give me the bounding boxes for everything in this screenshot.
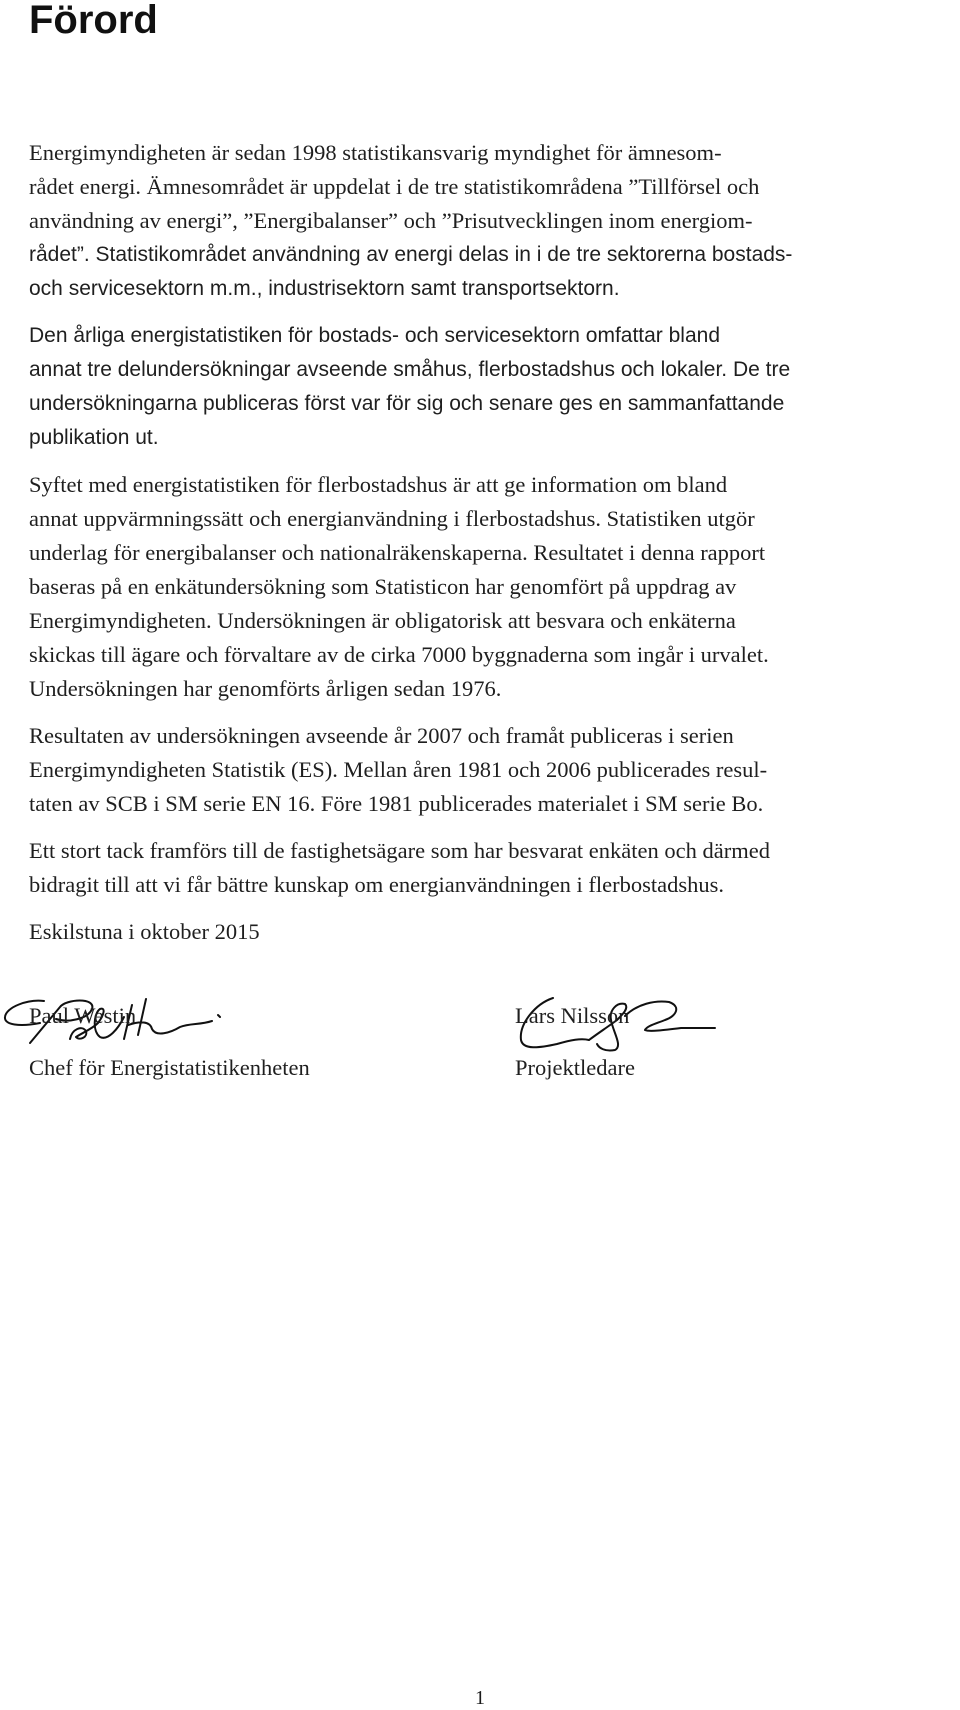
text-line: Resultaten av undersökningen avseende år 2007 och framåt publiceras i serien [29, 723, 734, 748]
signatory-left [29, 990, 449, 1094]
text-line: rådet energi. Ämnesområdet är uppdelat i de tre statistikområdena ”Tillförsel och [29, 174, 760, 199]
text-line: rådet”. Statistikområdet användning av energi delas in i de tre sektorerna bostads- [29, 243, 793, 266]
text-line: Den årliga energistatistiken för bostads- och servicesektorn omfattar bland [29, 324, 721, 347]
text-line: skickas till ägare och förvaltare av de cirka 7000 byggnaderna som ingår i urvalet. [29, 642, 769, 667]
text-line: Ett stort tack framförs till de fastighetsägare som har besvarat enkäten och därmed [29, 838, 770, 863]
text-line: undersökningarna publiceras först var för sig och senare ges en sammanfattande [29, 392, 785, 415]
page-number: 1 [475, 1687, 485, 1709]
text-line: Energimyndigheten Statistik (ES). Mellan åren 1981 och 2006 publicerades resul- [29, 757, 768, 782]
paragraph-thanks [29, 834, 959, 902]
paragraph-purpose [29, 468, 959, 706]
text-line: Undersökningen har genomförts årligen sedan 1976. [29, 676, 502, 701]
paragraph-publication [29, 719, 959, 821]
text-line: Energimyndigheten är sedan 1998 statistikansvarig myndighet för ämnesom- [29, 140, 722, 165]
paragraph-intro [29, 136, 959, 306]
text-line: Syftet med energistatistiken för flerbostadshus är att ge information om bland [29, 472, 728, 497]
text-line: underlag för energibalanser och nationalräkenskaperna. Resultatet i denna rapport [29, 540, 766, 565]
text-line: annat tre delundersökningar avseende småhus, flerbostadshus och lokaler. De tre [29, 358, 791, 381]
text-line: annat uppvärmningssätt och energianvändning i flerbostadshus. Statistiken utgör [29, 506, 755, 531]
signatory-role: Projektledare [515, 1055, 635, 1080]
text-line: baseras på en enkätundersökning som Statisticon har genomfört på uppdrag av [29, 574, 737, 599]
signatory-name: Lars Nilsson [515, 1003, 630, 1028]
text-line: publikation ut. [29, 426, 159, 449]
text-line: bidragit till att vi får bättre kunskap om energianvändningen i flerbostadshus. [29, 872, 725, 897]
preface-body [29, 136, 959, 962]
text-line: Energimyndigheten. Undersökningen är obligatorisk att besvara och enkäterna [29, 608, 736, 633]
signatory-right [515, 990, 935, 1094]
signatory-name: Paul Westin [29, 1003, 137, 1028]
text-line: taten av SCB i SM serie EN 16. Före 1981 publicerades materialet i SM serie Bo. [29, 791, 764, 816]
page-title: Förord [29, 0, 158, 42]
paragraph-survey-scope [29, 319, 959, 455]
text-line: användning av energi”, ”Energibalanser” och ”Prisutvecklingen inom energiom- [29, 208, 753, 233]
place-date: Eskilstuna i oktober 2015 [29, 919, 260, 944]
text-line: och servicesektorn m.m., industrisektorn samt transportsektorn. [29, 277, 620, 300]
signatory-role: Chef för Energistatistikenheten [29, 1055, 310, 1080]
